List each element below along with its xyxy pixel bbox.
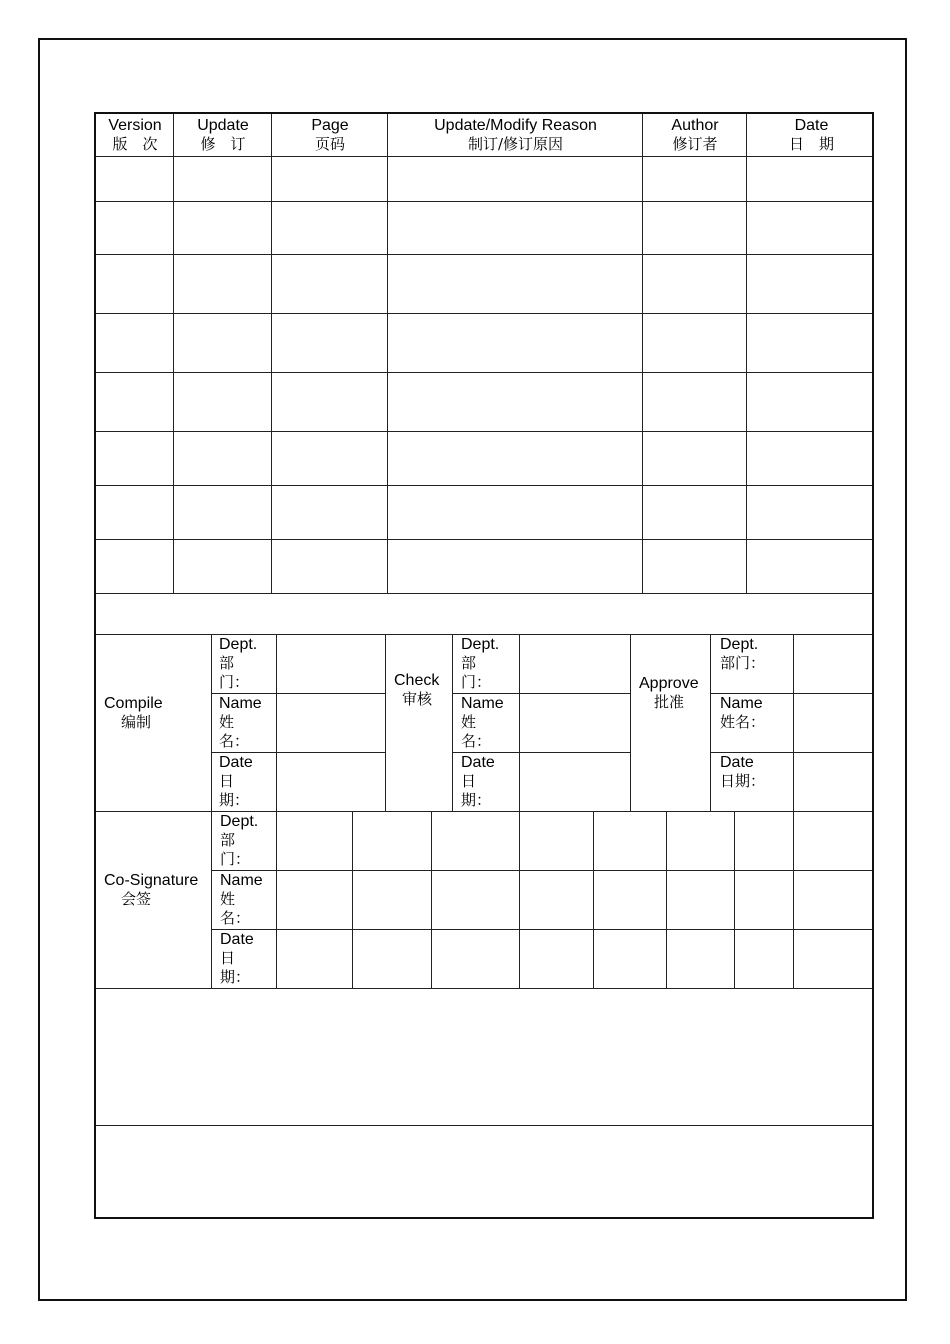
table-rule — [96, 593, 872, 594]
table-rule — [96, 485, 872, 486]
table-rule — [96, 156, 872, 157]
field-date-en: Date — [220, 931, 254, 948]
field-dept-en: Dept. — [220, 813, 259, 830]
field-date-en: Date — [720, 754, 754, 771]
field-date-zh: 日期： — [219, 772, 250, 809]
header-author-zh: 修订者 — [672, 135, 718, 153]
cosign-column-rule — [519, 811, 520, 988]
field-dept-zh: 部门： — [220, 831, 251, 868]
field-dept-zh: 部门： — [461, 654, 492, 691]
approve-date-label — [720, 753, 765, 791]
header-version-en: Version — [108, 117, 162, 134]
header-author-en: Author — [671, 117, 719, 134]
check-label-zh: 审核 — [402, 690, 433, 708]
document-form — [94, 112, 874, 1219]
check-dept-label — [461, 635, 499, 692]
section-rule — [96, 988, 872, 989]
section-rule — [96, 811, 872, 812]
field-dept-en: Dept. — [219, 636, 258, 653]
approve-dept-label — [720, 635, 765, 673]
table-rule — [96, 372, 872, 373]
compile-name-label — [219, 694, 262, 751]
header-author — [643, 114, 747, 156]
field-date-en: Date — [461, 754, 495, 771]
cosign-rule — [211, 929, 874, 930]
cosign-column-rule — [593, 811, 594, 988]
header-reason-en: Update/Modify Reason — [434, 117, 597, 134]
approval-column-rule — [276, 634, 277, 811]
check-name-label — [461, 694, 504, 751]
field-name-en: Name — [720, 695, 763, 712]
cosign-date-label — [220, 930, 254, 987]
field-name-en: Name — [220, 872, 263, 889]
cosign-column-rule — [276, 811, 277, 988]
header-version-zh: 版 次 — [112, 135, 158, 153]
compile-label-en: Compile — [104, 695, 163, 712]
approval-column-rule — [519, 634, 520, 811]
approval-column-rule — [452, 634, 453, 811]
field-date-zh: 日期： — [720, 772, 766, 790]
cosign-dept-label — [220, 812, 258, 869]
approve-name-label — [720, 694, 765, 732]
field-date-zh: 日期： — [461, 772, 492, 809]
field-date-zh: 日期： — [220, 949, 251, 986]
approve-label-zh: 批准 — [654, 693, 685, 711]
table-column-rule — [271, 114, 272, 593]
approval-column-rule — [630, 634, 631, 811]
approval-column-rule — [211, 634, 212, 811]
header-update — [174, 114, 272, 156]
header-date-en: Date — [794, 117, 829, 134]
header-version — [96, 114, 174, 156]
cosign-column-rule — [734, 811, 735, 988]
field-date-en: Date — [219, 754, 253, 771]
field-name-zh: 姓名： — [219, 713, 250, 750]
cosign-name-label — [220, 871, 263, 928]
table-rule — [96, 431, 872, 432]
field-dept-en: Dept. — [461, 636, 500, 653]
field-dept-zh: 部门： — [720, 654, 766, 672]
cosign-rule — [211, 870, 874, 871]
co-signature-label-en: Co-Signature — [104, 872, 199, 889]
approve-label-en: Approve — [639, 675, 699, 692]
compile-date-label — [219, 753, 253, 810]
compile-label-zh: 编制 — [121, 713, 152, 731]
header-reason-zh: 制订/修订原因 — [467, 135, 564, 153]
approve-label — [639, 674, 699, 712]
header-page-en: Page — [311, 117, 349, 134]
field-name-en: Name — [219, 695, 262, 712]
compile-label — [104, 694, 163, 732]
cosign-column-rule — [666, 811, 667, 988]
approval-column-rule — [793, 634, 794, 811]
table-column-rule — [173, 114, 174, 593]
cosign-column-rule — [431, 811, 432, 988]
table-column-rule — [642, 114, 643, 593]
header-reason — [388, 114, 643, 156]
cosign-column-rule — [352, 811, 353, 988]
header-date-zh: 日 期 — [788, 135, 834, 153]
compile-dept-label — [219, 635, 257, 692]
field-dept-zh: 部门： — [219, 654, 250, 691]
table-column-rule — [746, 114, 747, 593]
header-date — [747, 114, 874, 156]
header-page-zh: 页码 — [314, 135, 345, 153]
table-rule — [96, 254, 872, 255]
table-rule — [96, 201, 872, 202]
field-name-zh: 姓名： — [720, 713, 766, 731]
table-rule — [96, 539, 872, 540]
approval-column-rule — [385, 634, 386, 811]
header-page — [272, 114, 388, 156]
header-update-en: Update — [197, 117, 249, 134]
field-name-zh: 姓名： — [220, 890, 251, 927]
check-date-label — [461, 753, 495, 810]
cosign-column-rule — [793, 811, 794, 988]
table-rule — [96, 313, 872, 314]
field-name-zh: 姓名： — [461, 713, 492, 750]
co-signature-label-zh: 会签 — [121, 890, 152, 908]
cosign-column-rule — [211, 811, 212, 988]
table-column-rule — [387, 114, 388, 593]
section-rule — [96, 1125, 872, 1126]
header-update-zh: 修 订 — [200, 135, 246, 153]
check-label — [394, 671, 439, 709]
approval-column-rule — [710, 634, 711, 811]
field-dept-en: Dept. — [720, 636, 759, 653]
co-signature-label — [104, 871, 198, 909]
field-name-en: Name — [461, 695, 504, 712]
check-label-en: Check — [394, 672, 440, 689]
